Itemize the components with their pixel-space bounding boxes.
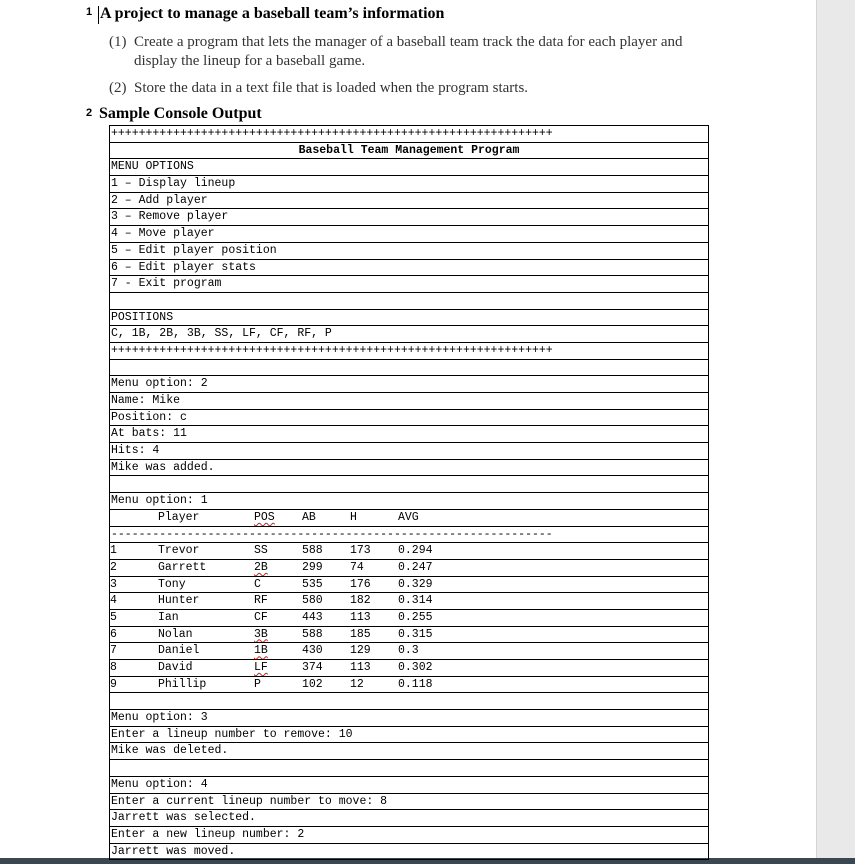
- header-ab: AB: [302, 510, 316, 524]
- lineup-number: 7: [110, 644, 117, 658]
- console-move-line: Enter a new lineup number: 2: [109, 827, 709, 844]
- player-name: Phillip: [158, 677, 207, 691]
- console-blank-row: [109, 693, 709, 710]
- list-item-1-text: Create a program that lets the manager of a baseball team track the data for each player and display the lineup for a baseball game.: [134, 34, 683, 69]
- player-name: Ian: [158, 610, 179, 624]
- lineup-table-header: [109, 510, 709, 527]
- at-bats: 535: [302, 577, 323, 591]
- window-scrollbar-area[interactable]: [816, 0, 855, 864]
- header-pos: POS: [254, 510, 275, 524]
- player-position: 3B: [254, 627, 268, 641]
- player-position: 1B: [254, 644, 268, 658]
- console-blank-row: [109, 476, 709, 493]
- at-bats: 588: [302, 627, 323, 641]
- console-menu-item: 7 - Exit program: [109, 276, 709, 293]
- console-blank-row: [109, 360, 709, 377]
- batting-average: 0.329: [398, 577, 433, 591]
- list-item-2: [109, 79, 719, 99]
- batting-average: 0.255: [398, 610, 433, 624]
- hits: 12: [350, 677, 364, 691]
- batting-average: 0.294: [398, 544, 433, 558]
- lineup-row: [109, 610, 709, 627]
- console-menu-item: 6 – Edit player stats: [109, 260, 709, 277]
- list-item-2-number: (2): [109, 80, 127, 96]
- console-add-line: At bats: 11: [109, 426, 709, 443]
- heading-2-number: 2: [86, 107, 93, 119]
- player-name: Hunter: [158, 594, 200, 608]
- console-display-option: Menu option: 1: [109, 493, 709, 510]
- lineup-number: 3: [110, 577, 117, 591]
- heading-1-title: A project to manage a baseball team’s information: [100, 5, 445, 22]
- console-menu-header: MENU OPTIONS: [109, 159, 709, 176]
- batting-average: 0.302: [398, 661, 433, 674]
- console-positions-line: C, 1B, 2B, 3B, SS, LF, CF, RF, P: [109, 326, 709, 343]
- batting-average: 0.247: [398, 560, 433, 574]
- heading-2-title: Sample Console Output: [99, 105, 262, 122]
- player-name: Trevor: [158, 544, 200, 558]
- header-player: Player: [158, 510, 200, 524]
- console-dash-line: ----------------------------------------------------------------: [109, 527, 709, 544]
- console-blank-row: [109, 293, 709, 310]
- console-add-line: Hits: 4: [109, 443, 709, 460]
- batting-average: 0.314: [398, 594, 433, 608]
- hits: 74: [350, 560, 364, 574]
- lineup-number: 1: [110, 544, 117, 558]
- console-move-line: Jarrett was selected.: [109, 810, 709, 827]
- lineup-row: [109, 560, 709, 577]
- lineup-row: [109, 660, 709, 677]
- hits: 176: [350, 577, 371, 591]
- hits: 113: [350, 610, 371, 624]
- at-bats: 580: [302, 594, 323, 608]
- batting-average: 0.3: [398, 644, 419, 658]
- console-add-line: Position: c: [109, 410, 709, 427]
- player-position: CF: [254, 610, 268, 624]
- batting-average: 0.118: [398, 677, 433, 691]
- console-remove-line: Menu option: 3: [109, 710, 709, 727]
- console-add-line: Mike was added.: [109, 460, 709, 477]
- console-menu-item: 3 – Remove player: [109, 209, 709, 226]
- lineup-row: [109, 677, 709, 694]
- console-plus-line: ++++++++++++++++++++++++++++++++++++++++++++++++++++++++++++++++: [109, 126, 709, 143]
- batting-average: 0.315: [398, 627, 433, 641]
- list-item-1: [109, 33, 719, 73]
- player-position: P: [254, 677, 261, 691]
- lineup-number: 4: [110, 594, 117, 608]
- console-remove-line: Enter a lineup number to remove: 10: [109, 727, 709, 744]
- player-position: RF: [254, 594, 268, 608]
- player-name: Tony: [158, 577, 186, 591]
- lineup-row: [109, 643, 709, 660]
- console-menu-item: 1 – Display lineup: [109, 176, 709, 193]
- console-move-line: Jarrett was moved.: [109, 844, 709, 861]
- text-cursor: [98, 6, 99, 24]
- lineup-row: [109, 543, 709, 560]
- console-positions-header: POSITIONS: [109, 310, 709, 327]
- player-position: C: [254, 577, 261, 591]
- console-output-table: [109, 125, 709, 860]
- list-item-2-text: Store the data in a text file that is loaded when the program starts.: [134, 80, 529, 96]
- player-position: 2B: [254, 560, 268, 574]
- lineup-row: [109, 593, 709, 610]
- lineup-number: 9: [110, 677, 117, 691]
- console-plus-line: ++++++++++++++++++++++++++++++++++++++++++++++++++++++++++++++++: [109, 343, 709, 360]
- hits: 129: [350, 644, 371, 658]
- lineup-number: 6: [110, 627, 117, 641]
- lineup-number: 2: [110, 560, 117, 574]
- console-menu-item: 2 – Add player: [109, 193, 709, 210]
- player-position: LF: [254, 661, 268, 674]
- lineup-number: 8: [110, 661, 117, 674]
- hits: 182: [350, 594, 371, 608]
- console-move-line: Menu option: 4: [109, 777, 709, 794]
- header-avg: AVG: [398, 510, 419, 524]
- player-name: Daniel: [158, 644, 200, 658]
- console-menu-item: 5 – Edit player position: [109, 243, 709, 260]
- console-move-line: Enter a current lineup number to move: 8: [109, 794, 709, 811]
- console-add-line: Name: Mike: [109, 393, 709, 410]
- lineup-number: 5: [110, 610, 117, 624]
- console-blank-row: [109, 760, 709, 777]
- at-bats: 374: [302, 661, 323, 674]
- at-bats: 299: [302, 560, 323, 574]
- hits: 185: [350, 627, 371, 641]
- lineup-row: [109, 627, 709, 644]
- player-name: David: [158, 661, 193, 674]
- list-item-1-number: (1): [109, 34, 127, 50]
- player-position: SS: [254, 544, 268, 558]
- heading-1-number: 1: [86, 6, 93, 18]
- at-bats: 588: [302, 544, 323, 558]
- console-program-title: Baseball Team Management Program: [109, 143, 709, 160]
- console-menu-item: 4 – Move player: [109, 226, 709, 243]
- lineup-row: [109, 577, 709, 594]
- hits: 173: [350, 544, 371, 558]
- at-bats: 443: [302, 610, 323, 624]
- console-remove-line: Mike was deleted.: [109, 743, 709, 760]
- console-add-line: Menu option: 2: [109, 376, 709, 393]
- player-name: Garrett: [158, 560, 207, 574]
- header-h: H: [350, 510, 357, 524]
- at-bats: 102: [302, 677, 323, 691]
- hits: 113: [350, 661, 371, 674]
- at-bats: 430: [302, 644, 323, 658]
- player-name: Nolan: [158, 627, 193, 641]
